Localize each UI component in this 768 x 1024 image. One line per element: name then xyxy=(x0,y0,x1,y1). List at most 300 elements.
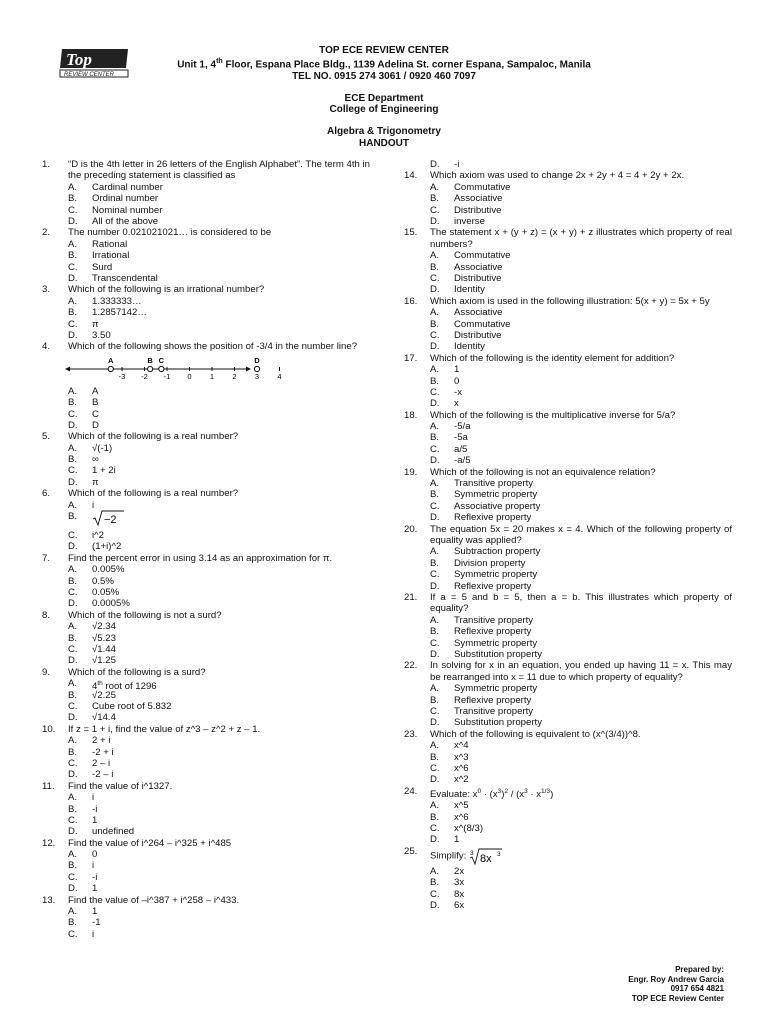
question-item xyxy=(42,781,370,838)
option-text: 2 + i xyxy=(92,735,111,747)
number-line xyxy=(64,354,282,381)
tick-label: -3 xyxy=(118,371,126,381)
option-text: x^6 xyxy=(454,762,469,774)
option-text: 6x xyxy=(454,900,465,912)
option-text: (1+i)^2 xyxy=(92,541,122,553)
answer-option xyxy=(68,644,370,655)
option-letter: B. xyxy=(430,432,440,444)
answer-option xyxy=(68,216,370,227)
option-text: A xyxy=(92,385,99,397)
option-letter: C. xyxy=(430,204,440,216)
logo-tagline: REVIEW CENTER xyxy=(64,72,115,78)
question-item xyxy=(42,667,370,724)
option-letter: D. xyxy=(68,419,78,431)
answer-option xyxy=(68,815,370,826)
answer-option xyxy=(68,386,370,397)
cube-root-expression xyxy=(468,846,504,866)
answer-option xyxy=(68,621,370,632)
answer-option xyxy=(68,678,370,693)
point-marker xyxy=(108,366,113,371)
answer-option xyxy=(68,849,370,860)
option-letter: B. xyxy=(68,307,78,319)
question-number: 16. xyxy=(404,295,418,307)
option-text: √2.34 xyxy=(92,621,116,633)
document-header xyxy=(0,45,768,149)
option-text: Commutative xyxy=(454,181,511,193)
answer-option xyxy=(430,900,732,911)
option-text: i xyxy=(92,792,95,804)
question-text: Which of the following is an irrational number? xyxy=(68,284,265,296)
option-text: 2x xyxy=(454,865,465,877)
point-label: D xyxy=(254,355,260,365)
question-number: 7. xyxy=(42,552,51,564)
question-text: The equation 5x = 20 makes x = 4. Which of the following property of equality was applied? xyxy=(430,523,732,547)
option-text: √5.23 xyxy=(92,632,116,644)
option-text: 0.5% xyxy=(92,575,114,587)
tick-label: 1 xyxy=(209,371,215,381)
option-text: -5a xyxy=(454,432,468,444)
question-number: 24. xyxy=(404,785,418,797)
option-text: Reflexive property xyxy=(454,512,532,524)
option-text: 8x xyxy=(454,888,465,900)
option-text: Substitution property xyxy=(454,648,542,660)
option-letter: C. xyxy=(68,204,78,216)
option-text: Substitution property xyxy=(454,717,542,729)
answer-option xyxy=(430,638,732,649)
option-text: 4 xyxy=(92,681,98,693)
answer-option xyxy=(68,530,370,541)
radicand-exponent: 3 xyxy=(497,850,501,858)
answer-option xyxy=(68,182,370,193)
answer-option xyxy=(430,205,732,216)
option-letter: C. xyxy=(68,700,78,712)
option-text: Distributive xyxy=(454,272,502,284)
radicand: −2 xyxy=(104,514,117,527)
tick-label: -2 xyxy=(141,371,148,381)
option-letter: B. xyxy=(430,626,440,638)
option-text: i xyxy=(92,928,95,940)
option-letter: B. xyxy=(68,746,78,758)
option-text: Reflexive property xyxy=(454,626,532,638)
option-text: Transitive property xyxy=(454,705,534,717)
answer-option xyxy=(430,649,732,660)
answer-option xyxy=(68,906,370,917)
question-item xyxy=(404,729,732,786)
tick-label: -1 xyxy=(163,371,171,381)
question-number: 11. xyxy=(42,780,55,792)
question-number: 20. xyxy=(404,523,418,535)
question-number: 5. xyxy=(42,431,51,443)
answer-option xyxy=(430,695,732,706)
subject: Algebra & Trigonometry xyxy=(327,126,441,138)
option-text: i xyxy=(92,499,95,511)
number-line-figure xyxy=(64,354,370,380)
answer-option xyxy=(68,250,370,261)
logo-word: Top xyxy=(66,50,92,69)
answer-option xyxy=(430,834,732,845)
option-text: i^2 xyxy=(92,530,104,542)
point-label: C xyxy=(158,355,165,365)
question-text: Which of the following is the multiplicative inverse for 5/a? xyxy=(430,409,676,421)
question-item xyxy=(404,410,732,467)
option-text: Cube root of 5.832 xyxy=(92,700,172,712)
answer-option xyxy=(430,455,732,466)
question-item xyxy=(42,431,370,488)
option-letter: C. xyxy=(430,823,440,835)
option-text: 1 xyxy=(454,834,460,846)
answer-option xyxy=(68,701,370,712)
option-letter: A. xyxy=(430,478,440,490)
point-label: A xyxy=(108,355,114,365)
left-arrow-icon xyxy=(65,366,70,371)
option-letter: B. xyxy=(68,803,78,815)
option-text: Symmetric property xyxy=(454,489,538,501)
question-number: 6. xyxy=(42,488,51,500)
option-letter: A. xyxy=(430,307,440,319)
telephone: TEL NO. 0915 274 3061 / 0920 460 7097 xyxy=(292,70,476,82)
department: ECE Department xyxy=(344,92,424,104)
option-text: -1 xyxy=(92,917,101,929)
answer-option xyxy=(430,364,732,375)
answer-option xyxy=(430,752,732,763)
question-text: Which of the following is not an equivalence relation? xyxy=(430,466,656,478)
option-text: π xyxy=(92,476,99,488)
question-item xyxy=(404,786,732,846)
question-number: 17. xyxy=(404,352,418,364)
option-text: -2 + i xyxy=(92,746,114,758)
point-marker xyxy=(254,366,259,371)
answer-option xyxy=(430,182,732,193)
option-text-rest: root of 1296 xyxy=(102,681,157,693)
answer-option xyxy=(68,420,370,431)
option-text: √(-1) xyxy=(92,442,113,454)
answer-option xyxy=(68,917,370,928)
option-letter: C. xyxy=(430,386,440,398)
answer-option xyxy=(430,376,732,387)
option-letter: A. xyxy=(430,683,440,695)
question-item xyxy=(42,227,370,284)
answer-option xyxy=(68,587,370,598)
question-number: 4. xyxy=(42,341,51,353)
answer-option xyxy=(430,341,732,352)
option-letter: D. xyxy=(430,900,440,912)
answer-option xyxy=(68,205,370,216)
option-letter: A. xyxy=(68,181,78,193)
question-item xyxy=(404,524,732,592)
tick-label: 0 xyxy=(187,371,192,381)
option-text: B xyxy=(92,397,99,409)
answer-option xyxy=(430,706,732,717)
point-label: B xyxy=(147,355,153,365)
option-text: Identity xyxy=(454,341,485,353)
answer-option xyxy=(430,546,732,557)
option-letter: B. xyxy=(68,860,78,872)
option-letter: A. xyxy=(68,735,78,747)
option-letter: C. xyxy=(430,443,440,455)
answer-option xyxy=(68,307,370,318)
answer-option xyxy=(430,444,732,455)
option-letter: C. xyxy=(430,705,440,717)
answer-option xyxy=(430,398,732,409)
option-text: Reflexive property xyxy=(454,580,532,592)
answer-option xyxy=(430,763,732,774)
option-letter: C. xyxy=(68,814,78,826)
option-text: 0 xyxy=(92,849,98,861)
option-letter: B. xyxy=(430,694,440,706)
option-text: √1.25 xyxy=(92,655,116,667)
option-letter: B. xyxy=(68,632,78,644)
option-text: D xyxy=(92,419,99,431)
question-text: Simplify: 3 8x 3 xyxy=(430,846,732,866)
option-letter: C. xyxy=(430,637,440,649)
answer-option xyxy=(430,319,732,330)
answer-option xyxy=(68,758,370,769)
option-letter: B. xyxy=(68,250,78,262)
option-letter: D. xyxy=(430,341,440,353)
question-number: 25. xyxy=(404,845,418,857)
option-letter: D. xyxy=(68,598,78,610)
option-letter: D. xyxy=(68,476,78,488)
question-text: Find the value of i^1327. xyxy=(68,780,173,792)
answer-option xyxy=(430,866,732,877)
answer-option xyxy=(68,826,370,837)
option-letter: A. xyxy=(68,906,78,918)
option-letter: D. xyxy=(430,580,440,592)
option-text: Distributive xyxy=(454,204,502,216)
question-item xyxy=(404,660,732,728)
option-letter: D. xyxy=(68,655,78,667)
question-number: 8. xyxy=(42,609,51,621)
option-letter: A. xyxy=(68,238,78,250)
answer-option xyxy=(430,216,732,227)
question-text: Which of the following shows the position of -3/4 in the number line? xyxy=(68,341,358,353)
option-letter: A. xyxy=(430,865,440,877)
answer-option xyxy=(430,581,732,592)
option-letter: B. xyxy=(68,193,78,205)
preparer-org: TOP ECE Review Center xyxy=(631,993,724,1003)
option-text: Commutative xyxy=(454,318,511,330)
answer-option xyxy=(430,823,732,834)
answer-option xyxy=(68,465,370,476)
option-letter: B. xyxy=(430,375,440,387)
college: College of Engineering xyxy=(329,104,439,116)
answer-option xyxy=(430,774,732,785)
option-letter: D. xyxy=(430,717,440,729)
question-number: 18. xyxy=(404,409,418,421)
answer-option xyxy=(430,307,732,318)
answer-option xyxy=(68,804,370,815)
option-letter: C. xyxy=(68,465,78,477)
answer-option xyxy=(68,872,370,883)
option-letter: A. xyxy=(68,849,78,861)
option-text: Cardinal number xyxy=(92,181,163,193)
answer-option xyxy=(430,683,732,694)
option-letter: D. xyxy=(430,398,440,410)
option-text: Nominal number xyxy=(92,204,163,216)
option-text: -a/5 xyxy=(454,455,471,467)
option-text: 1.333333… xyxy=(92,295,142,307)
tick-label: 3 xyxy=(254,371,260,381)
option-text: Identity xyxy=(454,284,485,296)
option-letter: B. xyxy=(430,811,440,823)
answer-option xyxy=(68,319,370,330)
question-number: 22. xyxy=(404,660,418,672)
question-number: 23. xyxy=(404,728,418,740)
answer-option xyxy=(430,740,732,751)
option-letter: D. xyxy=(68,826,78,838)
option-letter: D. xyxy=(430,455,440,467)
option-letter: B. xyxy=(430,877,440,889)
prepared-by-label: Prepared by: xyxy=(675,965,724,974)
answer-option xyxy=(430,330,732,341)
preparer-name: Engr. Roy Andrew Garcia xyxy=(628,974,724,984)
question-item xyxy=(404,353,732,410)
option-letter: A. xyxy=(430,421,440,433)
answer-option xyxy=(68,929,370,940)
option-text: 1 xyxy=(92,883,98,895)
answer-option xyxy=(430,812,732,823)
answer-option xyxy=(430,501,732,512)
option-text: √1.44 xyxy=(92,643,116,655)
option-text: Symmetric property xyxy=(454,569,538,581)
option-letter: D. xyxy=(430,648,440,660)
answer-option xyxy=(430,193,732,204)
option-text: Ordinal number xyxy=(92,193,159,205)
option-text: -i xyxy=(92,871,98,883)
option-text: 3.50 xyxy=(92,329,111,341)
question-item xyxy=(42,838,370,895)
question-item xyxy=(404,467,732,524)
option-letter: C. xyxy=(430,569,440,581)
option-text: x^4 xyxy=(454,740,469,752)
question-text: If a = 5 and b = 5, then a = b. This illustrates which property of equality? xyxy=(430,591,732,615)
answer-option xyxy=(68,564,370,575)
option-text: Rational xyxy=(92,238,128,250)
answer-option xyxy=(430,478,732,489)
option-text: Associative xyxy=(454,193,503,205)
question-text: “D is the 4th letter in 26 letters of the English Alphabet”. The term 4th in the preceding statement is classified as xyxy=(68,159,370,182)
option-text: Subtraction property xyxy=(454,546,541,558)
option-letter: D. xyxy=(430,215,440,227)
option-text: x^6 xyxy=(454,811,469,823)
question-text: Find the percent error in using 3.14 as an approximation for π. xyxy=(68,552,333,564)
option-letter: D. xyxy=(68,769,78,781)
question-text: Which of the following is not a surd? xyxy=(68,609,222,621)
answer-option xyxy=(68,273,370,284)
question-number: 2. xyxy=(42,227,51,239)
question-number: 10. xyxy=(42,723,56,735)
option-text: x^5 xyxy=(454,800,469,812)
answer-option xyxy=(68,511,370,530)
answer-option xyxy=(430,284,732,295)
answer-option xyxy=(68,454,370,465)
question-item xyxy=(42,610,370,667)
option-letter: A. xyxy=(68,564,78,576)
question-text: Which of the following is a real number? xyxy=(68,488,239,500)
option-letter: B. xyxy=(430,489,440,501)
tick-label: 2 xyxy=(232,371,237,381)
option-text: -i xyxy=(92,803,98,815)
answer-option xyxy=(68,296,370,307)
option-letter: A. xyxy=(68,295,78,307)
question-item xyxy=(42,895,370,941)
option-letter: A. xyxy=(430,181,440,193)
option-text: x^(8/3) xyxy=(454,823,484,835)
option-text: inverse xyxy=(454,215,485,227)
question-text: Find the value of –i^387 + i^258 – i^433. xyxy=(68,894,240,906)
option-letter: C. xyxy=(68,928,78,940)
option-text: π xyxy=(92,318,99,330)
question-item xyxy=(404,592,732,660)
option-text: Division property xyxy=(454,557,526,569)
answer-option xyxy=(68,712,370,723)
option-letter: D. xyxy=(68,541,78,553)
option-text: -2 – i xyxy=(92,769,114,781)
question-number: 1. xyxy=(42,159,51,170)
answer-option xyxy=(430,421,732,432)
question-number: 9. xyxy=(42,666,51,678)
option-letter: C. xyxy=(68,871,78,883)
question-item xyxy=(42,553,370,610)
option-letter: D. xyxy=(430,512,440,524)
option-text: a/5 xyxy=(454,443,468,455)
option-letter: C. xyxy=(68,643,78,655)
doc-type: HANDOUT xyxy=(359,137,409,149)
answer-option xyxy=(430,387,732,398)
point-marker xyxy=(148,366,153,371)
address: Unit 1, 4th Floor, Espana Place Bldg., 1139 Adelina St. corner Espana, Sampaloc, Manila xyxy=(177,58,591,71)
question-item xyxy=(42,341,370,431)
option-text: C xyxy=(92,408,99,420)
option-superscript: th xyxy=(97,680,103,688)
option-letter: C. xyxy=(430,888,440,900)
question-item xyxy=(42,159,370,227)
option-text: 0.0005% xyxy=(92,598,130,610)
answer-option xyxy=(430,489,732,500)
option-letter: C. xyxy=(430,500,440,512)
left-column xyxy=(42,159,370,940)
option-text: ∞ xyxy=(92,454,99,466)
option-letter: A. xyxy=(430,250,440,262)
option-text: Transitive property xyxy=(454,478,534,490)
option-text: 0.005% xyxy=(92,564,125,576)
answer-option xyxy=(430,717,732,728)
option-text: -5/a xyxy=(454,421,471,433)
tick-label: 4 xyxy=(277,371,282,381)
answer-option xyxy=(68,690,370,701)
option-text: undefined xyxy=(92,826,135,838)
question-text: Find the value of i^264 – i^325 + i^485 xyxy=(68,837,232,849)
answer-option xyxy=(430,250,732,261)
square-root-expression xyxy=(92,509,126,527)
answer-option xyxy=(68,883,370,894)
answer-option xyxy=(430,626,732,637)
answer-option xyxy=(68,541,370,552)
prepared-by-block xyxy=(628,965,724,1003)
question-item xyxy=(404,227,732,295)
option-letter: B. xyxy=(430,193,440,205)
answer-option xyxy=(430,262,732,273)
question-text: Which of the following is a surd? xyxy=(68,666,206,678)
option-letter: B. xyxy=(430,557,440,569)
right-arrow-icon xyxy=(246,366,251,371)
option-text: -x xyxy=(454,386,462,398)
option-text: -i xyxy=(454,159,460,170)
option-text: Reflexive property xyxy=(454,694,532,706)
option-letter: A. xyxy=(68,442,78,454)
option-letter: B. xyxy=(68,397,78,409)
option-text: Associative xyxy=(454,261,503,273)
